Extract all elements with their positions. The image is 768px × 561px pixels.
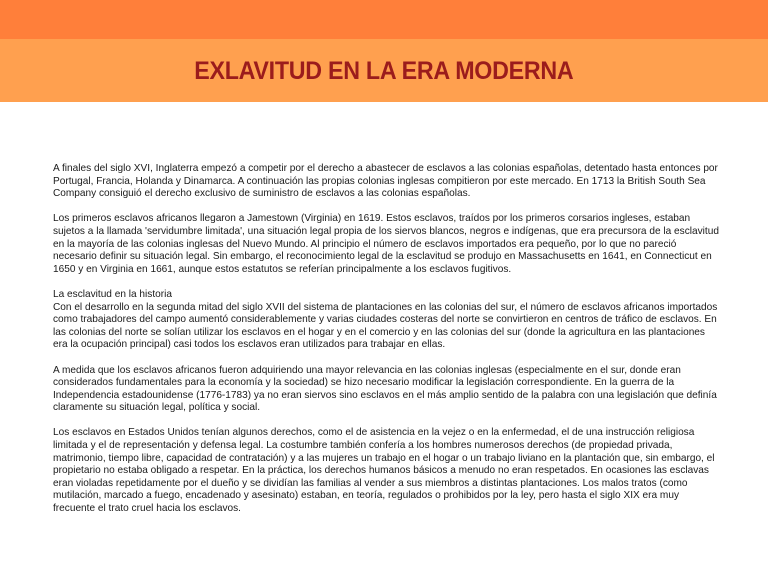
top-accent-stripe bbox=[0, 0, 768, 39]
slide-body bbox=[53, 163, 719, 528]
paragraph-plantation-system: Con el desarrollo en la segunda mitad del siglo XVII del sistema de plantaciones en las colonias del sur, el número de esclavos africanos importados como trabajadores del campo aumentó considerablemente y varias ciudades costeras del norte se convirtieron en centros de tráfico de esclavos. En las colonias del norte se solían utilizar los esclavos en el hogar y en el comercio y en las colonias del sur (donde la agricultura en las plantaciones era la ocupación principal) casi todos los esclavos eran utilizados para trabajar en ellas. bbox=[53, 301, 718, 351]
paragraph-jamestown: Los primeros esclavos africanos llegaron a Jamestown (Virginia) en 1619. Estos esclavos, traídos por los primeros corsarios ingleses, estaban sujetos a la llamada 'servidumbre limitada', una situación legal propia de los siervos blancos, negros e indígenas, que era precursora de la esclavitud en la mayoría de las colonias inglesas del Nuevo Mundo. Al principio el número de esclavos importados era pequeño, por lo que no pareció necesario definir su situación legal. Sin embargo, el reconocimiento legal de la esclavitud se produjo en Massachusetts en 1641, en Connecticut en 1650 y en Virginia en 1661, aunque estos estatutos se referían principalmente a los esclavos fugitivos. bbox=[53, 213, 719, 275]
paragraph-spanish-colonies-trade: A finales del siglo XVI, Inglaterra empezó a competir por el derecho a abastecer de esclavos a las colonias españolas, detentado hasta entonces por Portugal, Francia, Holanda y Dinamarca. A continuación las propias colonias inglesas compitieron por este mercado. En 1713 la British South Sea Company consiguió el derecho exclusivo de suministro de esclavos a las colonias españolas. bbox=[53, 163, 718, 200]
paragraph-legislation: A medida que los esclavos africanos fueron adquiriendo una mayor relevancia en las colonias inglesas (especialmente en el sur, donde eran considerados fundamentales para la economía y la sociedad) se hizo necesario modificar la legislación correspondiente. En la guerra de la Independencia estadounidense (1776-1783) ya no eran siervos sino esclavos en el más amplio sentido de la palabra con una legislación que definía claramente su situación legal, política y social. bbox=[53, 364, 717, 414]
title-banner bbox=[0, 39, 768, 102]
section-heading: La esclavitud en la historia bbox=[53, 288, 172, 300]
section-history bbox=[53, 289, 719, 352]
slide-title: EXLAVITUD EN LA ERA MODERNA bbox=[194, 57, 574, 85]
paragraph-slave-rights: Los esclavos en Estados Unidos tenían algunos derechos, como el de asistencia en la vejez o en la enfermedad, el de una instrucción religiosa limitada y el de representación y defensa legal. La costumbre también confería a los hombres numerosos derechos (de propiedad privada, matrimonio, tiempo libre, capacidad de contratación) y a las mujeres un trabajo en el hogar o un trabajo liviano en la plantación que, sin embargo, el propietario no estaba obligado a respetar. En la práctica, los derechos humanos básicos a menudo no eran respetados. En ocasiones las esclavas eran violadas repetidamente por el dueño y se dividían las familias al vender a sus miembros a distintas plantaciones. Los malos tratos (como mutilación, marcado a fuego, encadenado y asesinato) estaban, en teoría, regulados o prohibidos por la ley, pero hasta el siglo XIX era muy frecuente el trato cruel hacia los esclavos. bbox=[53, 427, 715, 515]
